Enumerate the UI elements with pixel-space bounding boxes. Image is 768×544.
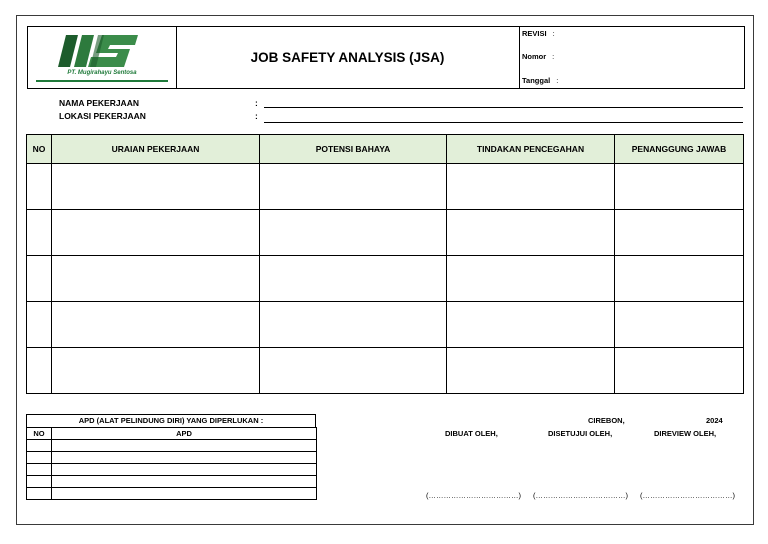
cell[interactable] [615,210,744,256]
cell[interactable] [27,210,52,256]
cell[interactable] [52,464,317,476]
apd-row [27,440,317,452]
apd-row [27,452,317,464]
document-title: JOB SAFETY ANALYSIS (JSA) [176,27,520,88]
company-underline [36,80,168,82]
cell[interactable] [27,164,52,210]
col-potensi-bahaya: POTENSI BAHAYA [260,135,447,164]
company-logo-icon [58,33,140,69]
job-location-label: LOKASI PEKERJAAN [59,111,146,121]
apd-col-apd: APD [52,428,317,440]
cell[interactable] [27,440,52,452]
jsa-table [26,134,744,394]
cell[interactable] [52,440,317,452]
meta-nomor-colon: : [552,52,555,61]
header-block [27,26,745,89]
meta-cell [519,27,744,88]
cell[interactable] [615,256,744,302]
apd-section [26,414,316,500]
meta-revisi-label: REVISI [522,29,547,38]
cell[interactable] [615,348,744,394]
made-by-label: DIBUAT OLEH, [445,429,498,438]
cell[interactable] [27,348,52,394]
cell[interactable] [27,488,52,500]
job-name-label: NAMA PEKERJAAN [59,98,139,108]
cell[interactable] [52,164,260,210]
logo-cell [28,27,177,88]
cell[interactable] [27,256,52,302]
cell[interactable] [27,452,52,464]
table-row [27,210,744,256]
company-name: PT. Mugirahayu Sentosa [67,70,137,76]
cell[interactable] [27,476,52,488]
signature-place: CIREBON, [588,416,625,425]
approved-by-label: DISETUJUI OLEH, [548,429,613,438]
cell[interactable] [447,348,615,394]
cell[interactable] [447,302,615,348]
cell[interactable] [615,164,744,210]
col-no: NO [27,135,52,164]
cell[interactable] [52,256,260,302]
cell[interactable] [260,210,447,256]
cell[interactable] [260,302,447,348]
cell[interactable] [260,256,447,302]
table-row [27,302,744,348]
cell[interactable] [52,348,260,394]
job-location-field[interactable] [264,122,743,123]
table-row [27,164,744,210]
job-name-field[interactable] [264,107,743,108]
signature-year: 2024 [706,416,723,425]
jsa-table-header [27,135,744,164]
apd-table-header [27,428,317,440]
cell[interactable] [260,164,447,210]
meta-tanggal-label: Tanggal [522,76,551,85]
meta-revisi-colon: : [552,29,555,38]
cell[interactable] [447,256,615,302]
job-name-colon: : [255,98,258,108]
apd-col-no: NO [27,428,52,440]
cell[interactable] [447,210,615,256]
cell[interactable] [52,210,260,256]
meta-tanggal [522,76,558,85]
reviewed-by-signature-line[interactable]: (………………………………) [640,491,735,500]
apd-table [26,427,317,500]
table-row [27,348,744,394]
apd-row [27,488,317,500]
cell[interactable] [27,302,52,348]
apd-title: APD (ALAT PELINDUNG DIRI) YANG DIPERLUKAN : [26,414,316,427]
cell[interactable] [52,302,260,348]
apd-row [27,464,317,476]
cell[interactable] [52,476,317,488]
meta-tanggal-colon: : [556,76,559,85]
job-location-colon: : [255,111,258,121]
table-row [27,256,744,302]
col-tindakan-pencegahan: TINDAKAN PENCEGAHAN [447,135,615,164]
reviewed-by-label: DIREVIEW OLEH, [654,429,717,438]
apd-row [27,476,317,488]
meta-revisi [522,29,555,38]
cell[interactable] [52,488,317,500]
meta-nomor-label: Nomor [522,52,547,61]
cell[interactable] [52,452,317,464]
col-penanggung-jawab: PENANGGUNG JAWAB [615,135,744,164]
made-by-signature-line[interactable]: (………………………………) [426,491,521,500]
approved-by-signature-line[interactable]: (………………………………) [533,491,628,500]
col-uraian-pekerjaan: URAIAN PEKERJAAN [52,135,260,164]
cell[interactable] [27,464,52,476]
cell[interactable] [615,302,744,348]
cell[interactable] [447,164,615,210]
cell[interactable] [260,348,447,394]
meta-nomor [522,52,554,61]
